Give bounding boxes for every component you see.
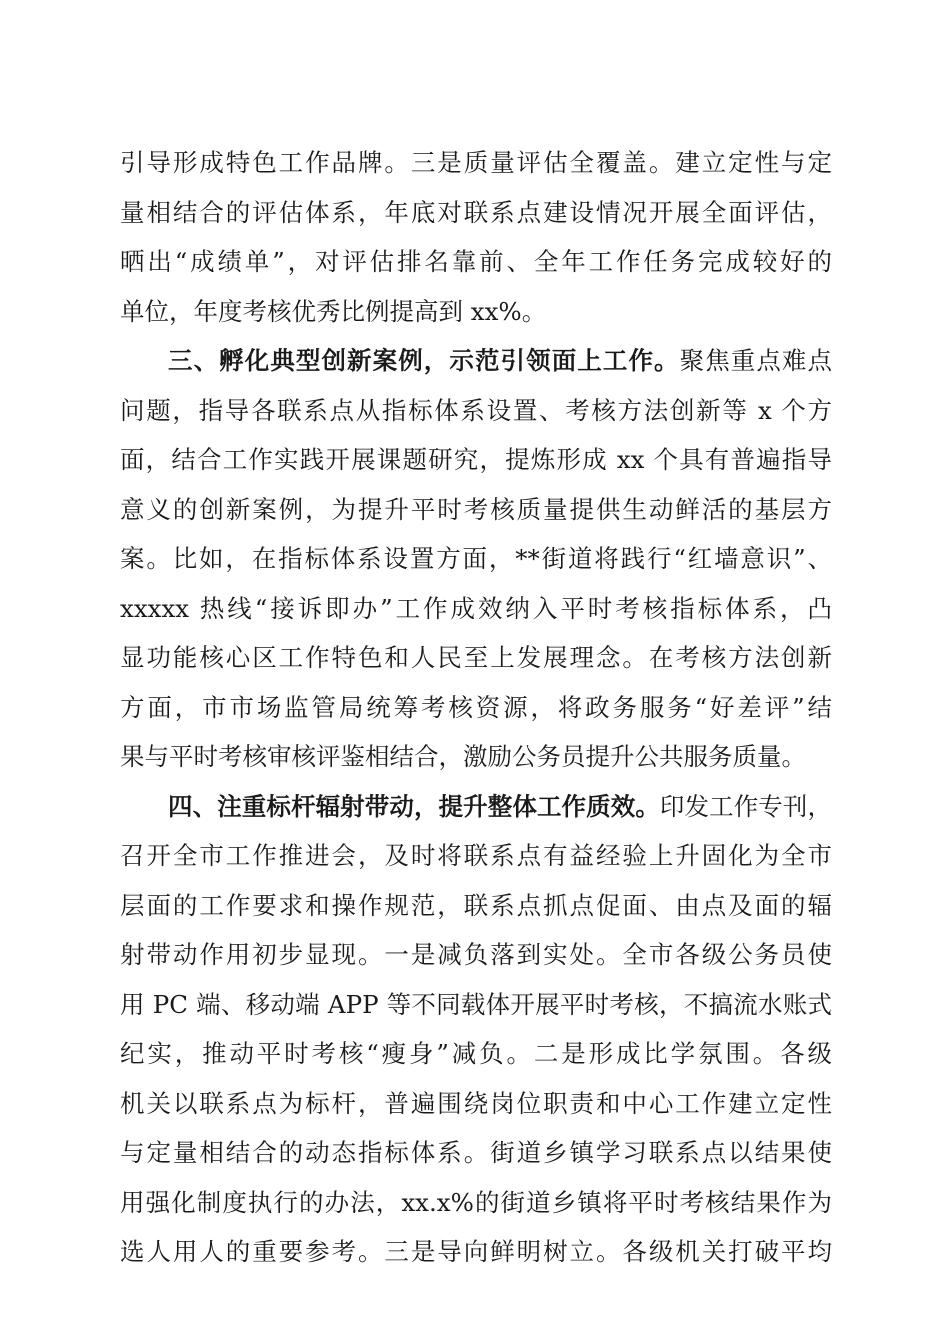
text-line — [120, 336, 832, 386]
text-line: 召开全市工作推进会，及时将联系点有益经验上升固化为全市 — [120, 841, 832, 870]
text-line: xxxxx 热线“接诉即办”工作成效纳入平时考核指标体系，凸 — [120, 593, 832, 623]
text-line: 选人用人的重要参考。三是导向鲜明树立。各级机关打破平均 — [120, 1237, 832, 1266]
paragraph-quality-assessment — [120, 138, 832, 336]
section-heading: 三、孵化典型创新案例，示范引领面上工作。 — [168, 346, 680, 375]
text-line: 问题，指导各联系点从指标体系设置、考核方法创新等 x 个方 — [120, 395, 832, 425]
text-line: 果与平时考核审核评鉴相结合，激励公务员提升公共服务质量。 — [120, 742, 806, 771]
text-line: 引导形成特色工作品牌。三是质量评估全覆盖。建立定性与定 — [120, 148, 832, 177]
paragraph-section-four — [120, 782, 832, 1277]
text-line: 机关以联系点为标杆，普遍围绕岗位职责和中心工作建立定性 — [120, 1088, 832, 1118]
text-line: 显功能核心区工作特色和人民至上发展理念。在考核方法创新 — [120, 643, 832, 672]
text-line: 用 PC 端、移动端 APP 等不同载体开展平时考核，不搞流水账式 — [120, 989, 832, 1019]
section-heading: 四、注重标杆辐射带动，提升整体工作质效。 — [168, 791, 660, 821]
document-page — [120, 138, 832, 1277]
text-line: 量相结合的评估体系，年底对联系点建设情况开展全面评估， — [120, 197, 832, 227]
text-line: 与定量相结合的动态指标体系。街道乡镇学习联系点以结果使 — [120, 1138, 832, 1167]
paragraph-section-three — [120, 336, 832, 782]
text-line: 方面，市市场监管局统筹考核资源，将政务服务“好差评”结 — [120, 692, 832, 722]
text-line: 案。比如，在指标体系设置方面，**街道将践行“红墙意识”、 — [120, 544, 832, 573]
text-line: 单位，年度考核优秀比例提高到 xx%。 — [120, 296, 547, 326]
text-line: 晒出“成绩单”，对评估排名靠前、全年工作任务完成较好的 — [120, 247, 832, 276]
text-line: 用强化制度执行的办法，xx.x%的街道乡镇将平时考核结果作为 — [120, 1187, 832, 1217]
text-line — [120, 782, 832, 832]
text-line: 面，结合工作实践开展课题研究，提炼形成 xx 个具有普遍指导 — [120, 445, 832, 474]
text-run: 印发工作专刊， — [659, 791, 832, 821]
text-line: 层面的工作要求和操作规范，联系点抓点促面、由点及面的辐 — [120, 890, 832, 920]
text-run: 聚焦重点难点 — [679, 346, 833, 375]
text-line: 纪实，推动平时考核“瘦身”减负。二是形成比学氛围。各级 — [120, 1039, 832, 1068]
text-line: 射带动作用初步显现。一是减负落到实处。全市各级公务员使 — [120, 940, 832, 969]
text-line: 意义的创新案例，为提升平时考核质量提供生动鲜活的基层方 — [120, 494, 832, 524]
